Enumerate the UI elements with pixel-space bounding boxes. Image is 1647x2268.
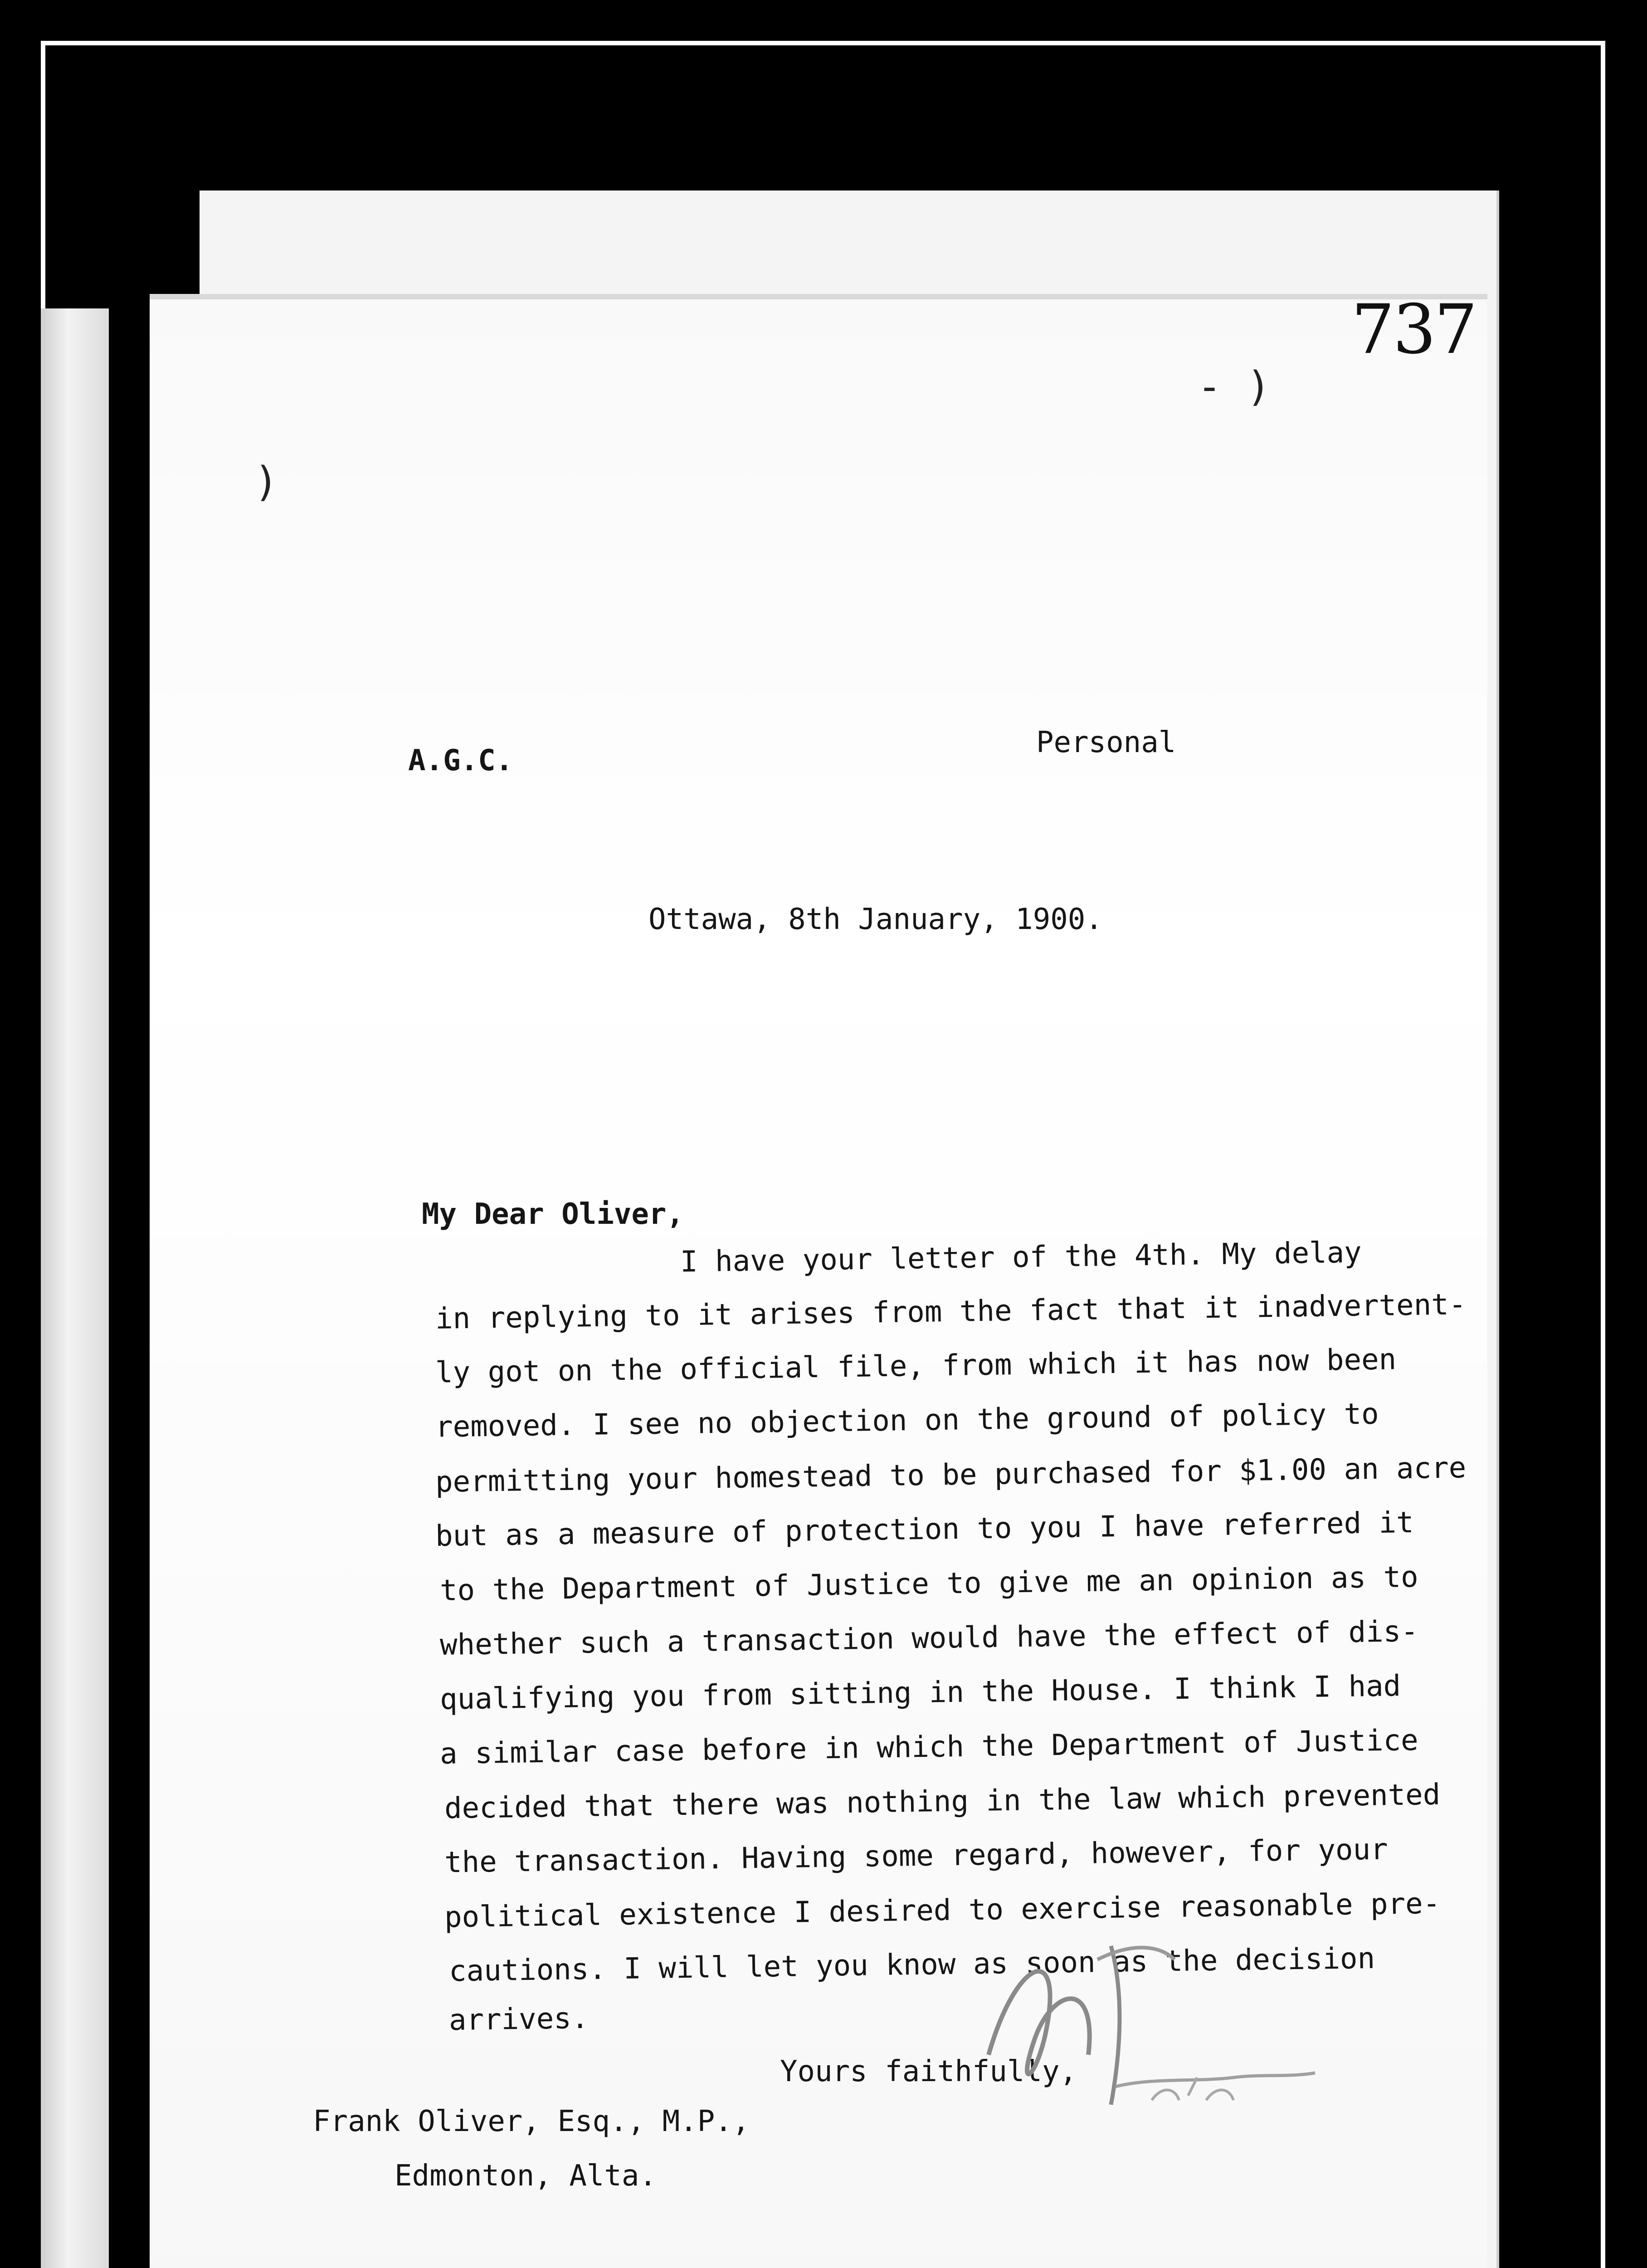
letter-line: arrives. [448, 2001, 589, 2038]
salutation: My Dear Oliver, [422, 1198, 684, 1231]
letter-line: permitting your homestead to be purchased for $1.00 an acre [435, 1451, 1467, 1499]
letter-line: whether such a transaction would have the effect of dis- [439, 1614, 1419, 1662]
closing: Yours faithfully, [780, 2055, 1077, 2088]
letter-line: ly got on the official file, from which it has now been [435, 1343, 1397, 1390]
pen-mark-left: ) [254, 458, 279, 506]
dateline: Ottawa, 8th January, 1900. [648, 903, 1103, 936]
recipient-place: Edmonton, Alta. [395, 2159, 657, 2193]
page-number: 737 [1351, 290, 1476, 369]
letter-line: cautions. I will let you know as soon as the decision [448, 1941, 1375, 1989]
letter-line: in replying to it arises from the fact that it inadvertent- [435, 1288, 1467, 1336]
signature [961, 1905, 1333, 2141]
recipient-name: Frank Oliver, Esq., M.P., [313, 2105, 750, 2138]
letter-line: to the Department of Justice to give me an opinion as to [439, 1560, 1419, 1608]
initials: A.G.C. [408, 744, 513, 777]
personal-marking: Personal [1036, 726, 1176, 759]
letter-line: I have your letter of the 4th. My delay [680, 1236, 1362, 1279]
left-page-edge [41, 308, 109, 2268]
letter-line: but as a measure of protection to you I have referred it [435, 1505, 1414, 1554]
letter-line: removed. I see no objection on the ground of policy to [435, 1397, 1379, 1444]
letter-line: a similar case before in which the Department of Justice [439, 1723, 1419, 1771]
letter-line: political existence I desired to exercise reasonable pre- [444, 1887, 1441, 1935]
pen-mark: - ) [1197, 363, 1271, 411]
letter-line: qualifying you from sitting in the House. I think I had [439, 1669, 1401, 1716]
letter-line: decided that there was nothing in the law which prevented [444, 1778, 1441, 1826]
letter-line: the transaction. Having some regard, however, for your [444, 1833, 1389, 1880]
